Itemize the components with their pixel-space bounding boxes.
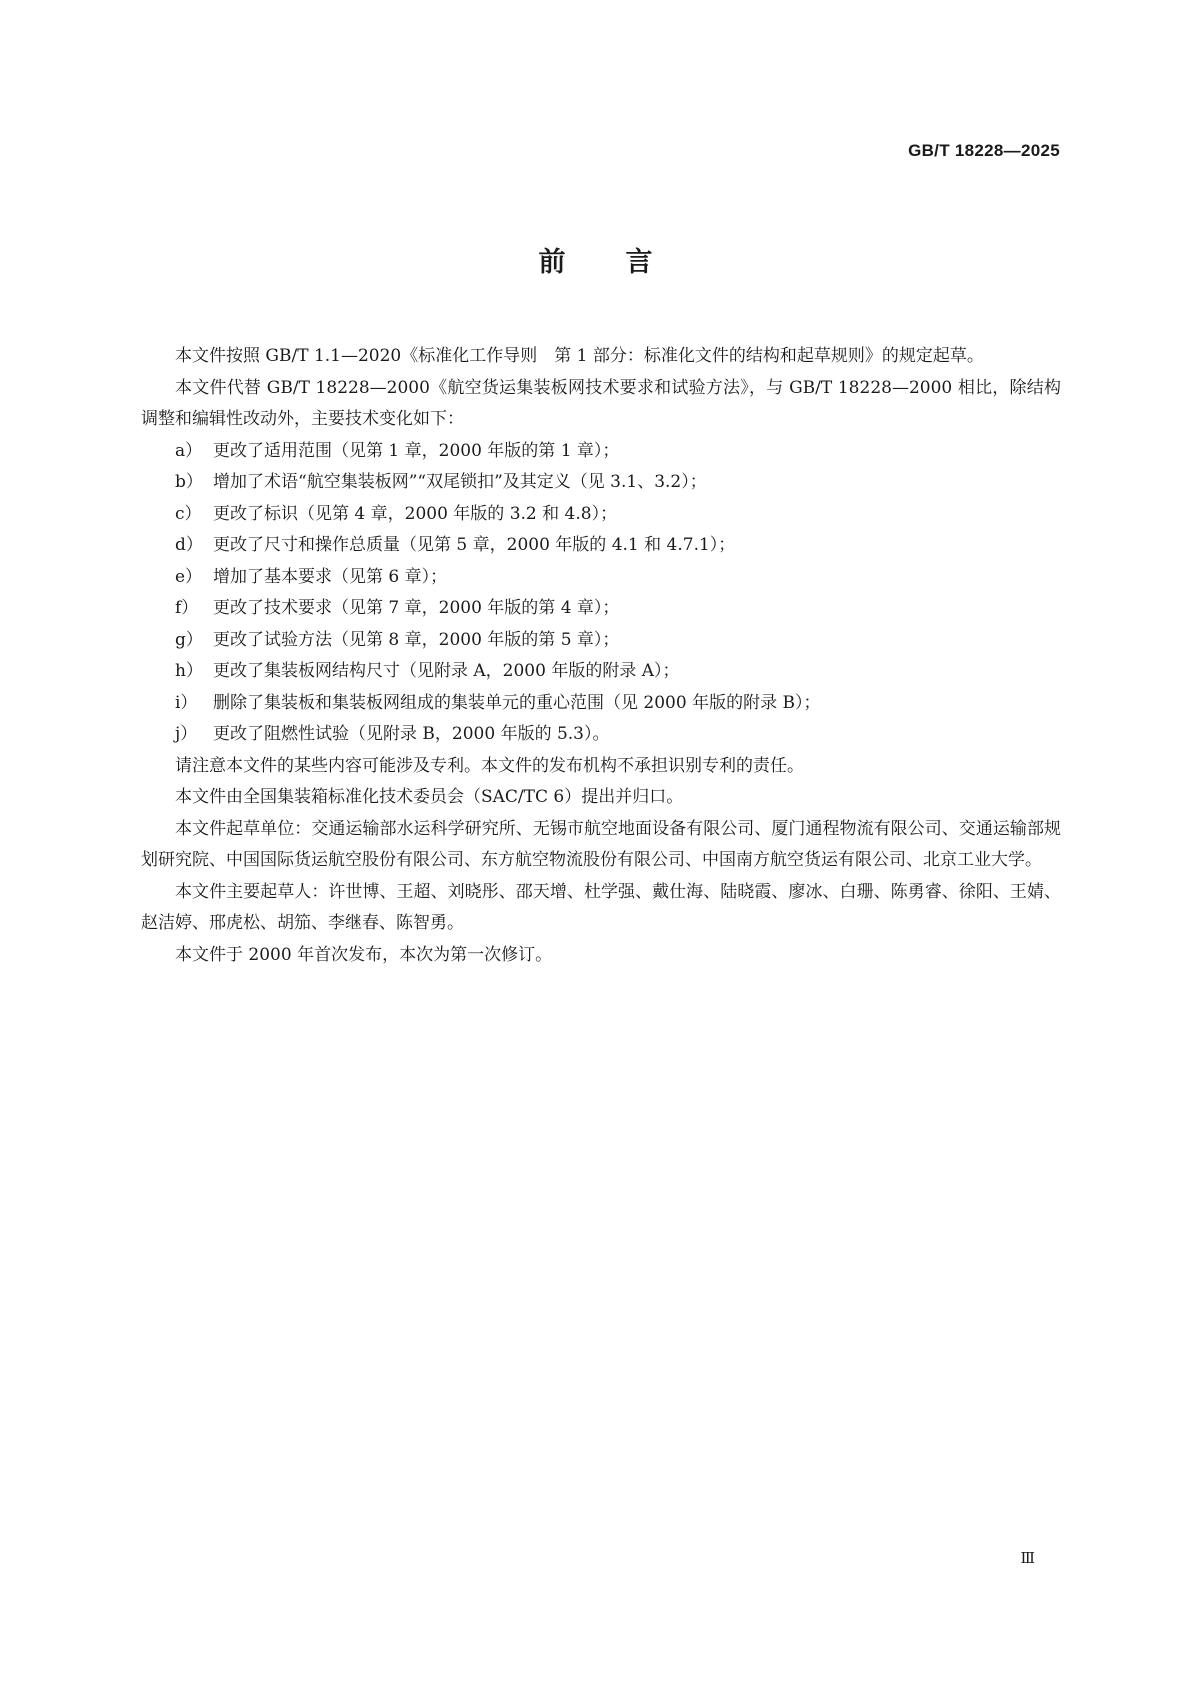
technical-changes-list <box>141 436 1061 751</box>
list-item-text: 更改了标识（见第 4 章，2000 年版的 3.2 和 4.8）； <box>213 503 618 524</box>
list-marker: h） <box>175 661 203 681</box>
list-marker: a） <box>175 440 203 461</box>
paragraph-revision-history: 本文件于 2000 年首次发布，本次为第一次修订。 <box>175 944 553 965</box>
list-item <box>141 719 1061 751</box>
list-marker: f） <box>175 598 199 618</box>
paragraph-committee: 本文件由全国集装箱标准化技术委员会（SAC/TC 6）提出并归口。 <box>175 787 684 807</box>
list-item-text: 更改了适用范围（见第 1 章，2000 年版的第 1 章）； <box>213 440 620 461</box>
paragraph-drafters: 本文件主要起草人：许世博、王超、刘晓彤、邵天增、杜学强、戴仕海、陆晓霞、廖冰、白珊、陈勇睿、徐阳、王婧、赵洁婷、邢虎松、胡笳、李继春、陈智勇。 <box>141 881 1061 933</box>
list-marker: d） <box>175 535 203 555</box>
list-item <box>141 530 1061 562</box>
paragraph-drafting-rules: 本文件按照 GB/T 1.1—2020《标准化工作导则 第 1 部分：标准化文件的结构和起草规则》的规定起草。 <box>175 346 984 366</box>
paragraph-replacement: 本文件代替 GB/T 18228—2000《航空货运集装板网技术要求和试验方法》，与 GB/T 18228—2000 相比，除结构调整和编辑性改动外，主要技术变化如下： <box>141 377 1061 429</box>
list-marker: c） <box>175 503 202 524</box>
list-item-text: 更改了试验方法（见第 8 章，2000 年版的第 5 章）； <box>213 629 620 650</box>
list-item-text: 更改了集装板网结构尺寸（见附录 A，2000 年版的附录 A）； <box>213 661 680 681</box>
list-item <box>141 562 1061 594</box>
paragraph-drafting-units: 本文件起草单位：交通运输部水运科学研究所、无锡市航空地面设备有限公司、厦门通程物流有限公司、交通运输部规划研究院、中国国际货运航空股份有限公司、东方航空物流股份有限公司、中国南方航空货运有限公司、北京工业大学。 <box>141 818 1061 870</box>
list-item-text: 更改了技术要求（见第 7 章，2000 年版的第 4 章）； <box>213 598 620 618</box>
list-item-text: 更改了尺寸和操作总质量（见第 5 章，2000 年版的 4.1 和 4.7.1）； <box>213 535 736 555</box>
list-marker: j） <box>175 724 198 744</box>
list-item <box>141 436 1061 468</box>
list-item-text: 增加了术语“航空集装板网”“双尾锁扣”及其定义（见 3.1、3.2）； <box>213 472 707 492</box>
list-item-text: 增加了基本要求（见第 6 章）； <box>213 566 448 587</box>
list-item-text: 更改了阻燃性试验（见附录 B，2000 年版的 5.3）。 <box>213 724 610 744</box>
list-item <box>141 499 1061 531</box>
list-item <box>141 625 1061 657</box>
page-number: Ⅲ <box>1020 1549 1035 1567</box>
list-item <box>141 688 1061 720</box>
list-marker: e） <box>175 566 203 587</box>
list-marker: b） <box>175 472 203 492</box>
paragraph-patent-notice: 请注意本文件的某些内容可能涉及专利。本文件的发布机构不承担识别专利的责任。 <box>175 755 804 776</box>
list-item <box>141 656 1061 688</box>
list-marker: g） <box>175 629 203 650</box>
page-title: 前言 <box>538 247 713 278</box>
list-item <box>141 467 1061 499</box>
list-marker: i） <box>175 692 198 713</box>
list-item-text: 删除了集装板和集装板网组成的集装单元的重心范围（见 2000 年版的附录 B）； <box>213 692 821 713</box>
document-code: GB/T 18228—2025 <box>908 141 1060 160</box>
list-item <box>141 593 1061 625</box>
foreword-body <box>141 341 1061 971</box>
